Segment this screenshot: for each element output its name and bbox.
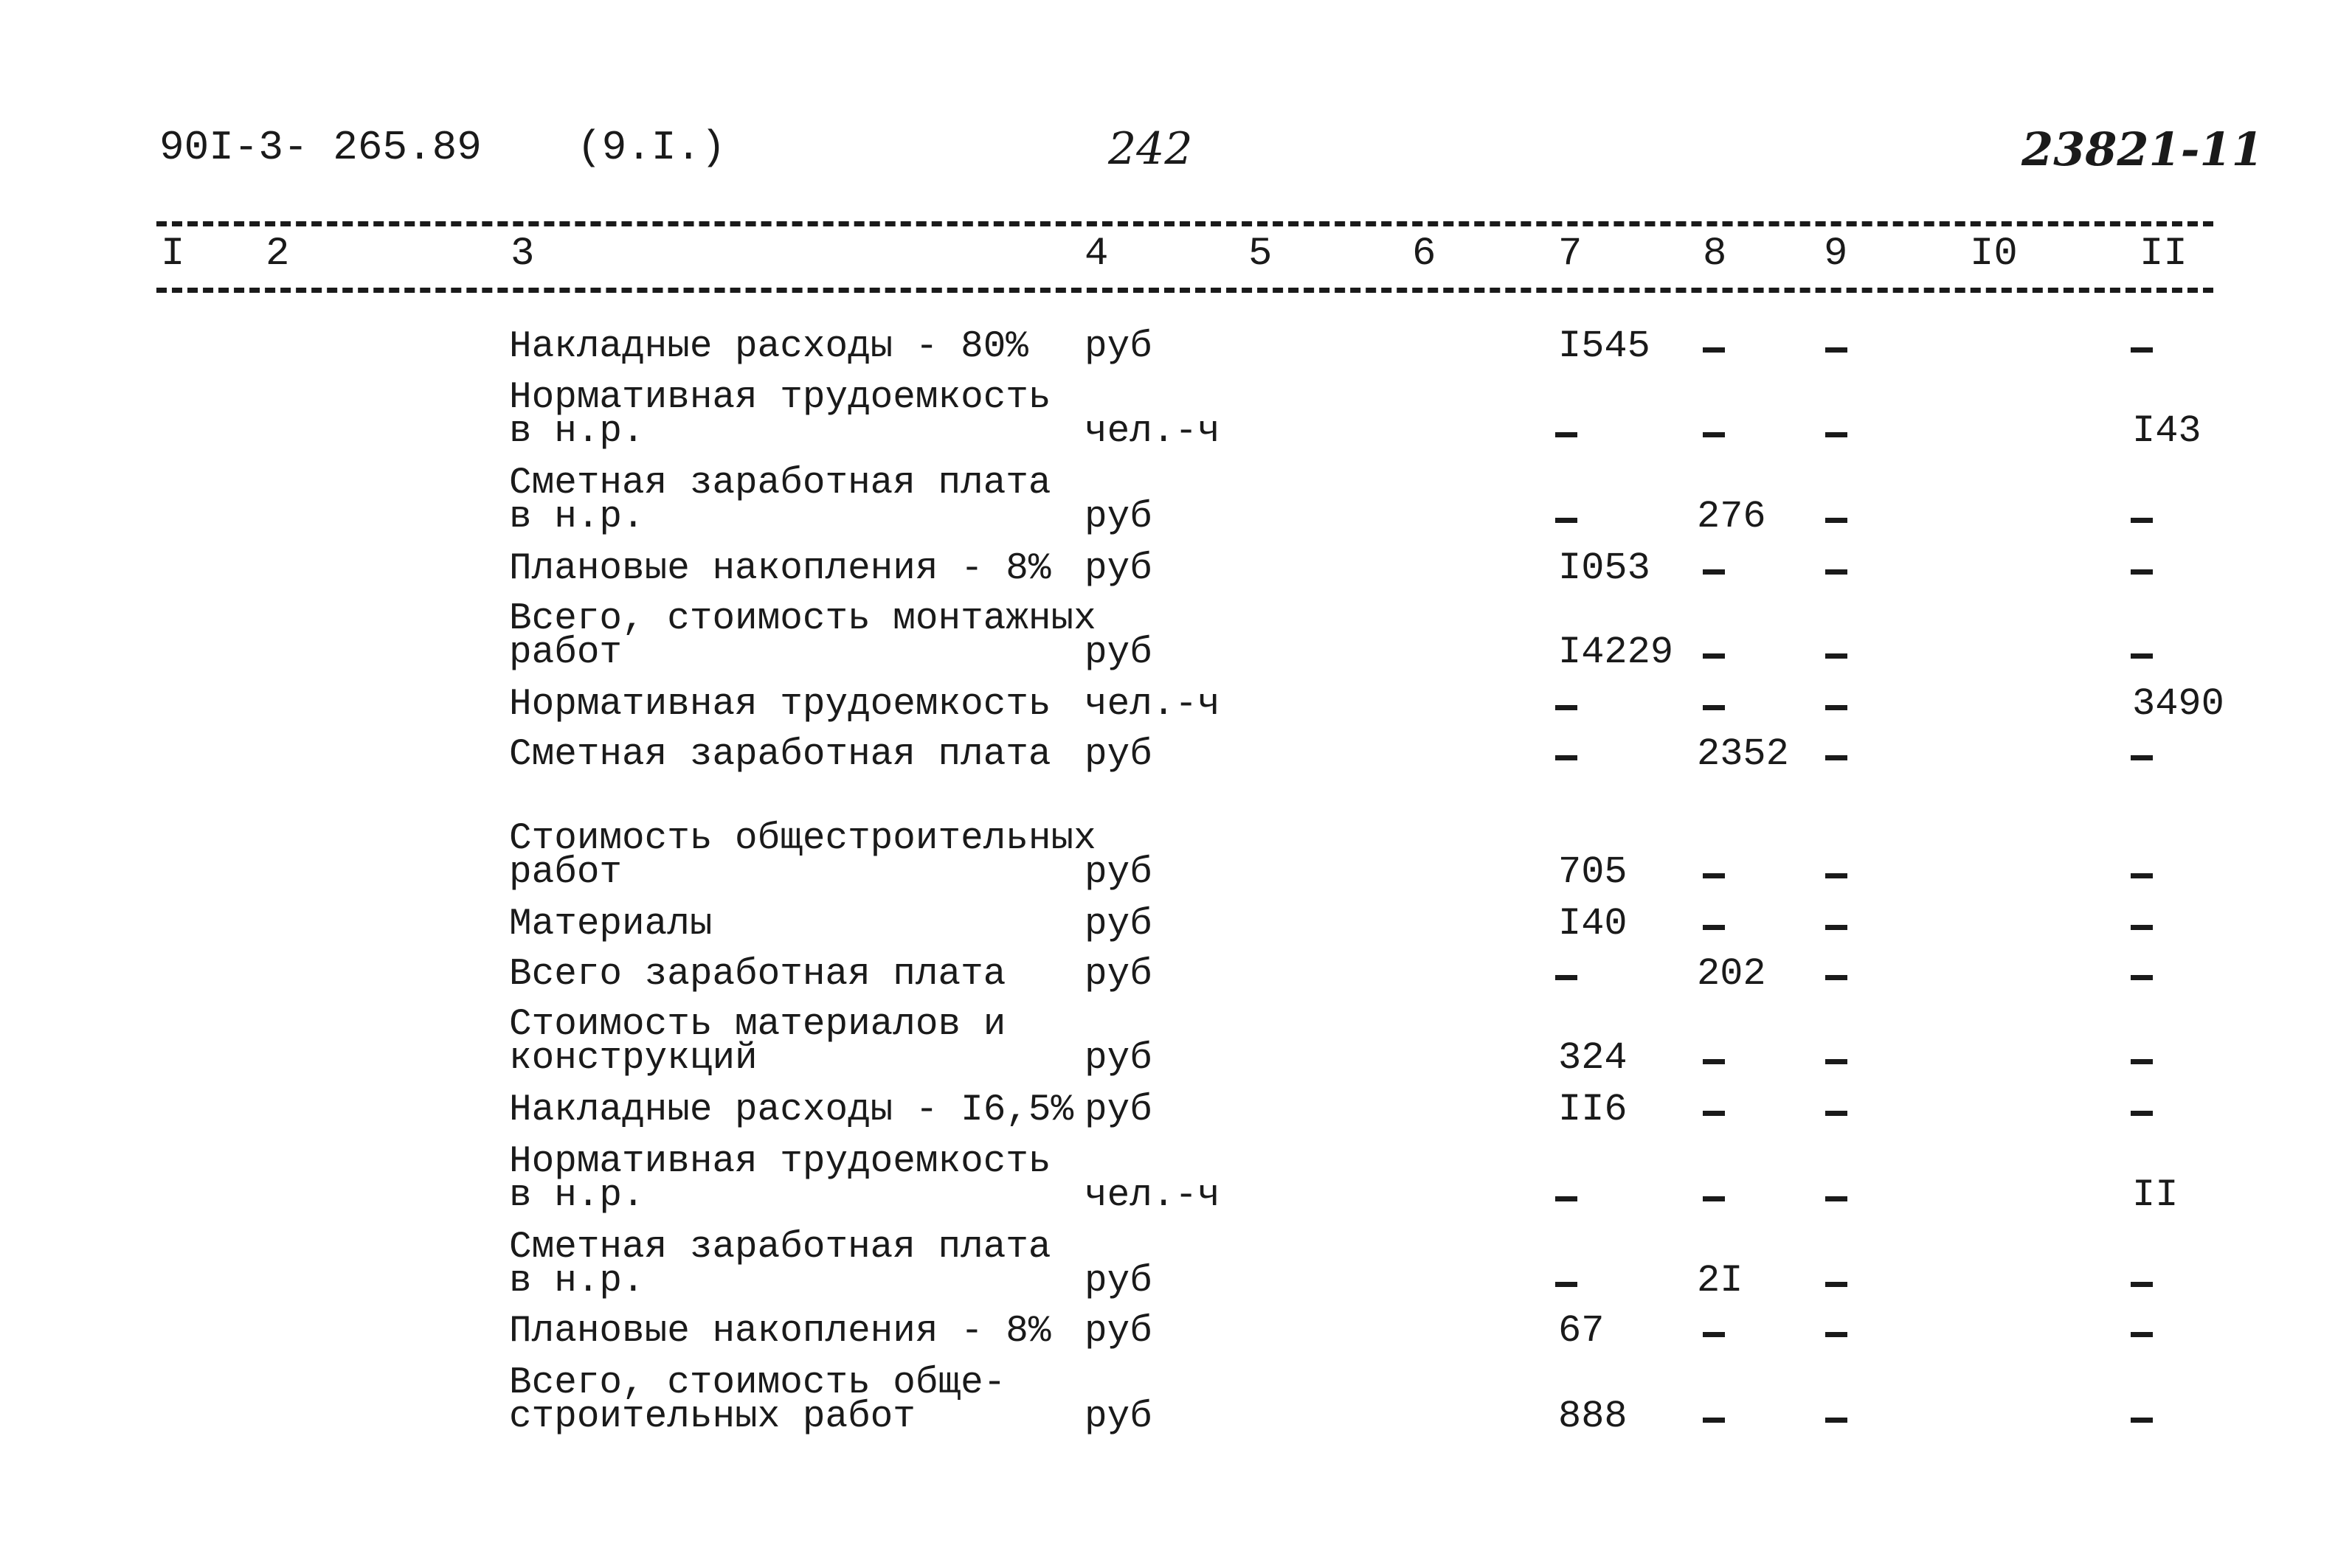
cell-c7: 888 [1558, 1395, 1628, 1438]
column-number: 5 [1248, 232, 1273, 277]
row-unit: руб [1085, 1396, 1152, 1438]
row-description: строительных работ [509, 1396, 916, 1438]
dash-c9 [1825, 1282, 1847, 1287]
dash-c11 [2131, 1059, 2153, 1064]
row-description: Плановые накопления - 8% [509, 1311, 1051, 1353]
dash-c11 [2131, 873, 2153, 878]
row-unit: руб [1085, 326, 1152, 368]
dash-c7 [1555, 1282, 1577, 1287]
row-unit: чел.-ч [1085, 411, 1220, 453]
cell-c7: I053 [1558, 547, 1650, 590]
row-unit: руб [1085, 548, 1152, 590]
document-code: 90I-3- 265.89 [159, 124, 482, 171]
row-description: Нормативная трудоемкость [509, 1141, 1051, 1183]
row-unit: чел.-ч [1085, 1175, 1220, 1217]
dash-c9 [1825, 1418, 1847, 1423]
row-description: Стоимость общестроительных [509, 818, 1096, 860]
row-unit: руб [1085, 1260, 1152, 1302]
dash-c11 [2131, 569, 2153, 575]
dash-c7 [1555, 755, 1577, 760]
dash-c11 [2131, 653, 2153, 659]
dash-c11 [2131, 925, 2153, 930]
dash-c8 [1703, 1196, 1725, 1201]
dash-c9 [1825, 432, 1847, 437]
row-unit: руб [1085, 903, 1152, 946]
row-description: Сметная заработная плата [509, 734, 1051, 776]
cell-c11: II [2132, 1173, 2179, 1217]
dash-c8 [1703, 1418, 1725, 1423]
dash-c11 [2131, 1282, 2153, 1287]
column-number: I [161, 232, 185, 277]
dash-c11 [2131, 1111, 2153, 1116]
row-description: конструкций [509, 1038, 758, 1080]
row-unit: руб [1085, 734, 1152, 776]
row-description: Сметная заработная плата [509, 1227, 1051, 1269]
dash-c9 [1825, 518, 1847, 523]
dash-c9 [1825, 1332, 1847, 1337]
cell-c8: 2I [1697, 1259, 1743, 1302]
document-part: (9.I.) [577, 124, 726, 171]
row-description: Всего, стоимость обще- [509, 1362, 1006, 1404]
dash-c9 [1825, 975, 1847, 980]
row-description: Плановые накопления - 8% [509, 548, 1051, 590]
column-number: 9 [1824, 232, 1848, 277]
dash-c7 [1555, 1196, 1577, 1201]
dash-c9 [1825, 873, 1847, 878]
dash-c8 [1703, 347, 1725, 353]
dash-c8 [1703, 705, 1725, 710]
column-number: 2 [266, 232, 290, 277]
dash-c9 [1825, 347, 1847, 353]
row-description: в н.р. [509, 411, 645, 453]
column-number: I0 [1970, 232, 2018, 277]
row-description: Сметная заработная плата [509, 462, 1051, 504]
row-unit: руб [1085, 1038, 1152, 1080]
dash-c8 [1703, 925, 1725, 930]
dash-c9 [1825, 653, 1847, 659]
dash-c9 [1825, 569, 1847, 575]
table-header-rule [156, 288, 2213, 293]
row-description: Нормативная трудоемкость [509, 684, 1051, 726]
dash-c8 [1703, 1332, 1725, 1337]
column-number: 7 [1558, 232, 1583, 277]
table-top-rule [156, 221, 2213, 226]
row-description: Стоимость материалов и [509, 1004, 1006, 1046]
column-number: 3 [511, 232, 535, 277]
archive-stamp: 23821-11 [2021, 122, 2263, 176]
dash-c9 [1825, 1111, 1847, 1116]
row-unit: руб [1085, 1311, 1152, 1353]
dash-c7 [1555, 432, 1577, 437]
cell-c7: 324 [1558, 1036, 1628, 1080]
dash-c8 [1703, 653, 1725, 659]
row-unit: руб [1085, 852, 1152, 894]
cell-c7: 705 [1558, 850, 1628, 894]
row-description: Всего заработная плата [509, 954, 1006, 996]
cell-c11: 3490 [2132, 682, 2224, 726]
cell-c11: I43 [2132, 409, 2201, 453]
row-unit: руб [1085, 1089, 1152, 1131]
row-description: Нормативная трудоемкость [509, 377, 1051, 419]
cell-c8: 276 [1697, 495, 1766, 538]
cell-c7: I40 [1558, 902, 1628, 946]
dash-c11 [2131, 347, 2153, 353]
row-description: работ [509, 852, 623, 894]
cell-c8: 202 [1697, 952, 1766, 996]
dash-c7 [1555, 975, 1577, 980]
row-description: Накладные расходы - I6,5% [509, 1089, 1074, 1131]
row-description: Материалы [509, 903, 713, 946]
dash-c11 [2131, 518, 2153, 523]
dash-c7 [1555, 705, 1577, 710]
dash-c8 [1703, 873, 1725, 878]
dash-c9 [1825, 1059, 1847, 1064]
dash-c11 [2131, 755, 2153, 760]
column-number: 6 [1412, 232, 1436, 277]
row-description: в н.р. [509, 1175, 645, 1217]
cell-c8: 2352 [1697, 732, 1789, 776]
dash-c8 [1703, 1059, 1725, 1064]
dash-c11 [2131, 1332, 2153, 1337]
row-description: работ [509, 632, 623, 674]
row-unit: руб [1085, 496, 1152, 538]
dash-c9 [1825, 755, 1847, 760]
row-description: в н.р. [509, 496, 645, 538]
dash-c11 [2131, 975, 2153, 980]
cell-c7: I545 [1558, 325, 1650, 368]
dash-c9 [1825, 1196, 1847, 1201]
cell-c7: 67 [1558, 1309, 1605, 1353]
page-number: 242 [1108, 123, 1193, 175]
column-number: II [2140, 232, 2187, 277]
dash-c9 [1825, 925, 1847, 930]
cell-c7: II6 [1558, 1088, 1628, 1131]
dash-c9 [1825, 705, 1847, 710]
row-unit: руб [1085, 954, 1152, 996]
row-unit: чел.-ч [1085, 684, 1220, 726]
row-unit: руб [1085, 632, 1152, 674]
dash-c8 [1703, 1111, 1725, 1116]
dash-c8 [1703, 569, 1725, 575]
row-description: Накладные расходы - 80% [509, 326, 1028, 368]
row-description: в н.р. [509, 1260, 645, 1302]
column-number: 4 [1085, 232, 1109, 277]
dash-c7 [1555, 518, 1577, 523]
cell-c7: I4229 [1558, 631, 1674, 674]
dash-c11 [2131, 1418, 2153, 1423]
row-description: Всего, стоимость монтажных [509, 598, 1096, 640]
dash-c8 [1703, 432, 1725, 437]
column-number: 8 [1703, 232, 1727, 277]
